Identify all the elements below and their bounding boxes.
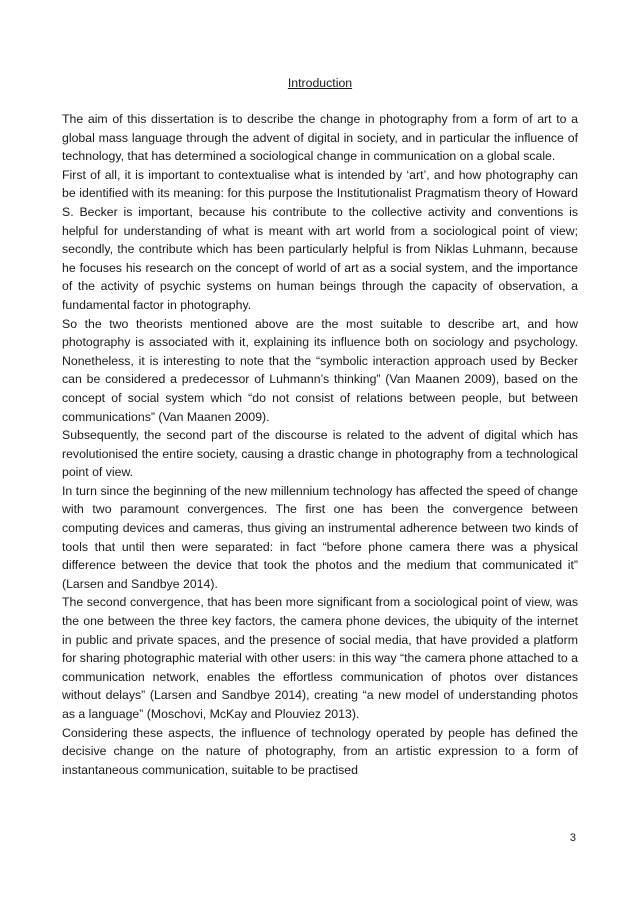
paragraph-4: Subsequently, the second part of the discourse is related to the advent of digital which has revolutionised the entire society, causing a drastic change in photography from a technological point of view.: [62, 428, 578, 480]
paragraph-1: The aim of this dissertation is to describe the change in photography from a form of art to a global mass language through the advent of digital in society, and in particular the influence of technology, that has determined a sociological change in communication on a global scale.: [62, 112, 578, 164]
paragraph-7: Considering these aspects, the influence of technology operated by people has defined the decisive change on the nature of photography, from an artistic expression to a form of instantaneous communication, suitable to be practised: [62, 725, 578, 777]
paragraph-2: First of all, it is important to contextualise what is intended by ‘art’, and how photography can be identified with its meaning: for this purpose the Institutionalist Pragmatism theory of Howard S. Becker is important, because his contribute to the collective activity and conventions is helpful for understanding of what is meant with art world from a sociological point of view; secondly, the contribute which has been particularly helpful is from Niklas Luhmann, because he focuses his research on the concept of world of art as a social system, and the importance of the activity of psychic systems on human beings through the capacity of observation, a fundamental factor in photography.: [62, 167, 578, 312]
page-title: Introduction: [287, 76, 353, 90]
paragraph-6: The second convergence, that has been more significant from a sociological point of view, was the one between the three key factors, the camera phone devices, the ubiquity of the internet in public and private spaces, and the presence of social media, that have provided a platform for sharing photographic material with other users: in this way “the camera phone attached to a communication network, enables the effortless communication of photos over distances without delays” (Larsen and Sandbye 2014), creating “a new model of understanding photos as a language” (Moschovi, McKay and Plouviez 2013).: [62, 595, 578, 721]
paragraph-3: So the two theorists mentioned above are the most suitable to describe art, and how photography is associated with it, explaining its influence both on sociology and psychology. Nonetheless, it is interesting to note that the “symbolic interaction approach used by Becker can be considered a predecessor of Luhmann’s thinking” (Van Maanen 2009), based on the concept of social system which “do not consist of relations between people, but between communications” (Van Maanen 2009).: [62, 316, 578, 424]
page-number: 3: [569, 832, 576, 844]
body-text: [62, 110, 578, 779]
paragraph-5: In turn since the beginning of the new millennium technology has affected the speed of change with two paramount convergences. The first one has been the convergence between computing devices and cameras, thus giving an instrumental adherence between two kinds of tools that until then were separated: in fact “before phone camera there was a physical difference between the device that took the photos and the medium that communicated it” (Larsen and Sandbye 2014).: [62, 483, 578, 591]
